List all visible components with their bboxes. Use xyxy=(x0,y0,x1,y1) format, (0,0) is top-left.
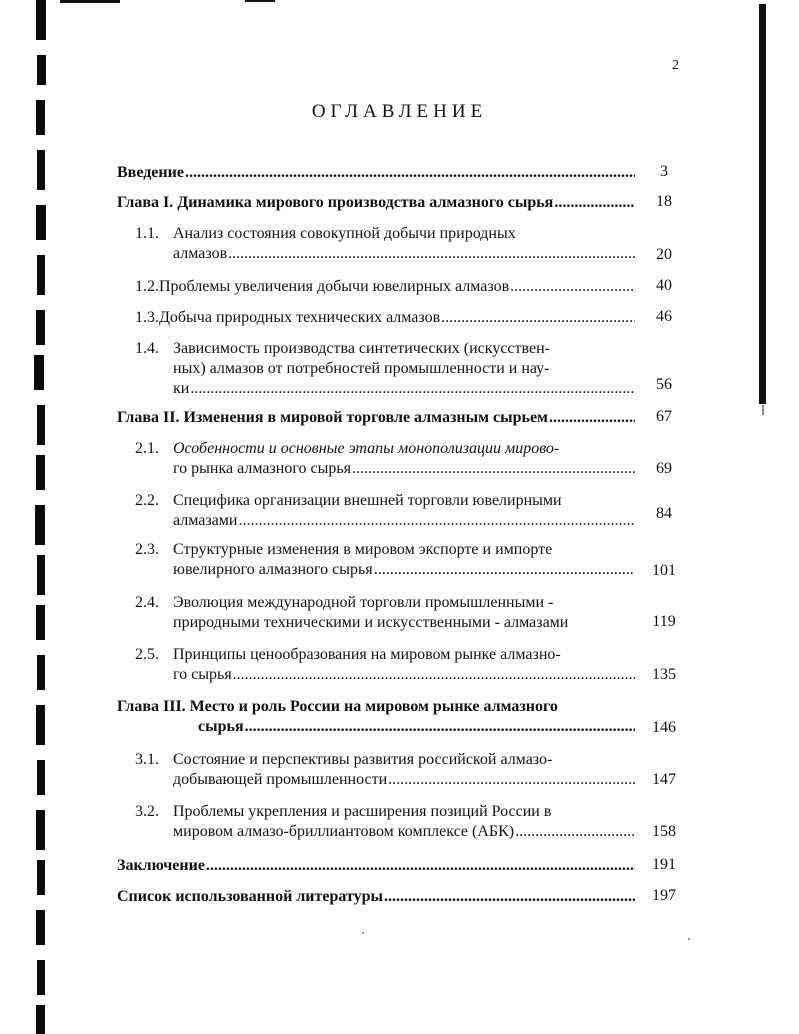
binder-hole xyxy=(37,555,45,595)
toc-page: 69 xyxy=(656,460,672,477)
toc-page: 101 xyxy=(652,562,676,579)
leader-dots xyxy=(233,665,635,685)
toc-label: Глава I. Динамика мирового производства алмазного сырья xyxy=(117,194,554,211)
leader-dots xyxy=(245,717,635,737)
binder-hole xyxy=(37,760,45,795)
toc-label-line: добывающей промышленности xyxy=(173,771,388,788)
toc-label: Введение xyxy=(117,164,184,181)
toc-label-line: Особенности и основные этапы монополизации мирово- xyxy=(173,440,560,457)
toc-entry-references[interactable] xyxy=(117,887,635,907)
section-number: 3.2. xyxy=(135,803,159,820)
toc-entry-3-2[interactable] xyxy=(135,802,635,842)
toc-page: 40 xyxy=(656,277,672,294)
leader-dots xyxy=(374,560,635,580)
toc-page: 158 xyxy=(652,823,676,840)
toc-page: 119 xyxy=(652,613,676,630)
section-number: 2.3. xyxy=(135,541,159,558)
leader-dots xyxy=(554,193,635,213)
toc-label: Глава II. Изменения в мировой торговле алмазным сырьем xyxy=(117,409,548,426)
scan-mark xyxy=(60,0,120,3)
toc-label-line: сырья xyxy=(198,718,244,735)
toc-label: Добыча природных технических алмазов xyxy=(159,309,441,326)
toc-page: 191 xyxy=(652,856,676,873)
section-number: 1.4. xyxy=(135,340,159,357)
toc-entry-2-4[interactable] xyxy=(135,593,645,633)
binder-hole xyxy=(36,1005,45,1034)
section-number: 2.2. xyxy=(135,492,159,509)
toc-entry-conclusion[interactable] xyxy=(117,856,635,876)
leader-dots xyxy=(441,308,635,328)
binder-hole xyxy=(36,0,46,40)
page-title: ОГЛАВЛЕНИЕ xyxy=(311,101,488,122)
toc-page: 56 xyxy=(656,376,672,393)
binder-hole xyxy=(37,55,46,85)
leader-dots xyxy=(190,379,635,399)
leader-dots xyxy=(352,459,635,479)
binder-hole xyxy=(36,810,45,850)
toc-label: Заключение xyxy=(117,857,205,874)
scan-mark xyxy=(245,0,275,2)
leader-dots xyxy=(185,163,635,183)
toc-label-line: ных) алмазов от потребностей промышленности и нау- xyxy=(173,360,550,377)
toc-entry-chapter-2[interactable] xyxy=(117,408,635,428)
toc-label: Проблемы увеличения добычи ювелирных алмазов xyxy=(159,278,510,295)
section-number: 1.1. xyxy=(135,225,159,242)
scan-speck xyxy=(688,938,690,940)
leader-dots xyxy=(238,511,635,531)
toc-label-line: го сырья xyxy=(173,666,232,683)
section-number: 1.3. xyxy=(135,309,159,326)
binder-hole xyxy=(37,405,45,445)
toc-entry-intro[interactable] xyxy=(117,163,635,183)
leader-dots xyxy=(384,887,635,907)
toc-entry-2-2[interactable] xyxy=(135,491,635,531)
toc-label-line: Специфика организации внешней торговли ювелирными xyxy=(173,492,562,509)
binder-hole xyxy=(36,310,45,345)
toc-page: 46 xyxy=(656,308,672,325)
toc-entry-2-3[interactable] xyxy=(135,540,635,580)
binder-hole xyxy=(37,960,45,995)
toc-page: 146 xyxy=(652,719,676,736)
binder-hole xyxy=(36,705,45,745)
toc-label-line: природными техническими и искусственными - алмазами xyxy=(173,614,569,631)
toc-label-line: Зависимость производства синтетических (искусствен- xyxy=(173,340,550,357)
leader-dots xyxy=(388,770,635,790)
scan-edge-bar xyxy=(759,4,766,404)
toc-entry-2-5[interactable] xyxy=(135,645,635,685)
toc-label-line: Структурные изменения в мировом экспорте и импорте xyxy=(173,541,553,558)
page-number: 2 xyxy=(672,58,679,73)
binder-hole xyxy=(36,910,45,945)
binder-hole xyxy=(37,150,45,190)
toc-page: 67 xyxy=(656,408,672,425)
binder-hole xyxy=(35,505,45,545)
toc-page: 20 xyxy=(656,246,672,263)
toc-label-line: ки xyxy=(173,380,190,397)
toc-page: 197 xyxy=(652,887,676,904)
toc-label-line: Анализ состояния совокупной добычи природных xyxy=(173,225,516,242)
binder-hole xyxy=(37,860,45,895)
binder-hole xyxy=(36,605,45,640)
toc-label-line: алмазами xyxy=(173,512,238,529)
section-number: 1.2. xyxy=(135,278,159,295)
toc-label-line: го рынка алмазного сырья xyxy=(173,460,352,477)
toc-page: 18 xyxy=(656,193,672,210)
section-number: 3.1. xyxy=(135,751,159,768)
toc-label-line: мировом алмазо-бриллиантовом комплексе (АБК) xyxy=(173,823,515,840)
binder-hole xyxy=(36,455,45,490)
binder-hole xyxy=(34,355,44,390)
toc-label-line: Глава III. Место и роль России на мировом рынке алмазного xyxy=(117,698,558,715)
leader-dots xyxy=(515,822,635,842)
toc-label-line: Эволюция международной торговли промышленными - xyxy=(173,594,554,611)
toc-page: 135 xyxy=(652,666,676,683)
toc-entry-1-2[interactable] xyxy=(135,277,635,297)
leader-dots xyxy=(228,244,635,264)
toc-entry-2-1[interactable] xyxy=(135,439,635,479)
toc-entry-1-3[interactable] xyxy=(135,308,635,328)
toc-entry-3-1[interactable] xyxy=(135,750,635,790)
toc-page: 147 xyxy=(652,771,676,788)
leader-dots xyxy=(510,277,635,297)
toc-label-line: Проблемы укрепления и расширения позиций России в xyxy=(173,803,552,820)
section-number: 2.5. xyxy=(135,646,159,663)
toc-label-line: Принципы ценообразования на мировом рынке алмазно- xyxy=(173,646,561,663)
leader-dots xyxy=(549,408,635,428)
scan-speck xyxy=(362,932,364,934)
toc-entry-1-1[interactable] xyxy=(135,224,635,264)
scan-mark xyxy=(762,405,764,415)
toc-label: Список использованной литературы xyxy=(117,888,383,905)
section-number: 2.1. xyxy=(135,440,159,457)
toc-page: 84 xyxy=(656,505,672,522)
toc-entry-chapter-3[interactable] xyxy=(117,697,635,737)
toc-label-line: ювелирного алмазного сырья xyxy=(173,561,373,578)
binder-hole xyxy=(37,255,45,295)
toc-label-line: алмазов xyxy=(173,245,228,262)
section-number: 2.4. xyxy=(135,594,159,611)
leader-dots xyxy=(206,856,635,876)
binder-hole xyxy=(37,655,45,690)
toc-entry-chapter-1[interactable] xyxy=(117,193,635,213)
toc-label-line: Состояние и перспективы развития российской алмазо- xyxy=(173,751,553,768)
toc-entry-1-4[interactable] xyxy=(135,339,635,399)
toc-page: 3 xyxy=(660,163,668,180)
binder-edge xyxy=(0,0,60,1034)
binder-hole xyxy=(36,205,46,240)
